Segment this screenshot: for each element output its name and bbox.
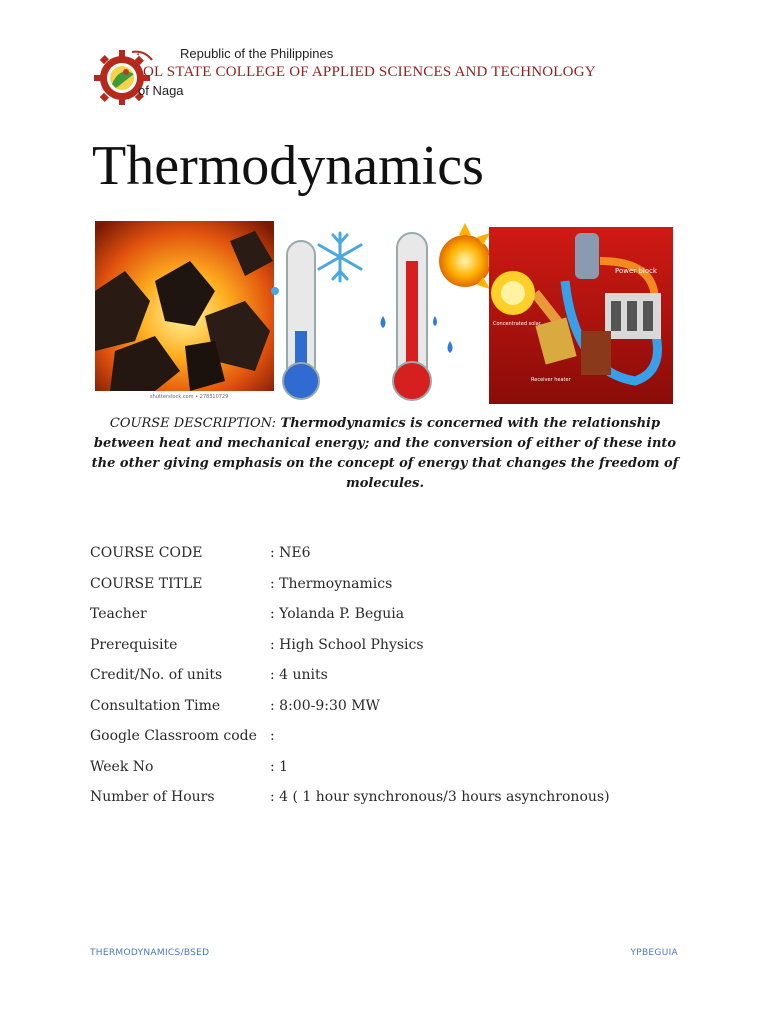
info-value: : 4 units [270, 667, 328, 683]
svg-text:✦: ✦ [136, 52, 141, 58]
header-college-name: OL STATE COLLEGE OF APPLIED SCIENCES AND TECHNOLOGY [143, 64, 596, 80]
watermark-text: shutterstock.com • 278310729 [150, 394, 229, 400]
fire-coal-image [95, 221, 274, 400]
header-republic: Republic of the Philippines [180, 46, 334, 61]
info-key: COURSE CODE [90, 545, 203, 561]
diagram-label-receiver: Receiver heater [531, 377, 571, 383]
info-value: : Yolanda P. Beguia [270, 606, 405, 622]
page-title: Thermodynamics [92, 135, 484, 197]
info-value: : 4 ( 1 hour synchronous/3 hours asynchronous) [270, 789, 610, 805]
info-key: Prerequisite [90, 636, 178, 653]
info-key: Google Classroom code [90, 728, 257, 744]
info-value: : Thermoynamics [270, 575, 393, 592]
info-value: : High School Physics [270, 636, 424, 653]
header-city: of Naga [138, 83, 184, 98]
diagram-label-solar: Concentrated solar [493, 321, 541, 327]
footer-course: THERMODYNAMICS/BSED [90, 948, 210, 958]
course-description-text: Thermodynamics is concerned with the relationship between heat and mechanical energy; and the conversion of either of these into the other giving emphasis on the concept of energy that changes the freedom of molecules. [91, 416, 679, 491]
footer-author: YPBEGUIA [630, 948, 678, 958]
info-value: : NE6 [270, 545, 311, 561]
info-value: : 8:00-9:30 MW [270, 697, 380, 714]
solar-power-diagram-image [489, 227, 673, 404]
hot-thermometer-image [381, 223, 501, 400]
info-value: : 1 [270, 758, 289, 775]
diagram-label-power-block: Power block [615, 267, 657, 275]
info-value: : [270, 728, 275, 744]
info-key: Teacher [90, 606, 147, 622]
course-description-label: COURSE DESCRIPTION: [109, 416, 276, 431]
cold-thermometer-image [271, 233, 361, 399]
info-key: Week No [90, 758, 154, 775]
info-key: Credit/No. of units [90, 667, 223, 683]
info-key: Consultation Time [90, 697, 221, 714]
info-key: COURSE TITLE [90, 575, 203, 592]
thermodynamics-banner [95, 221, 673, 405]
course-description [90, 414, 680, 494]
info-key: Number of Hours [90, 789, 215, 805]
